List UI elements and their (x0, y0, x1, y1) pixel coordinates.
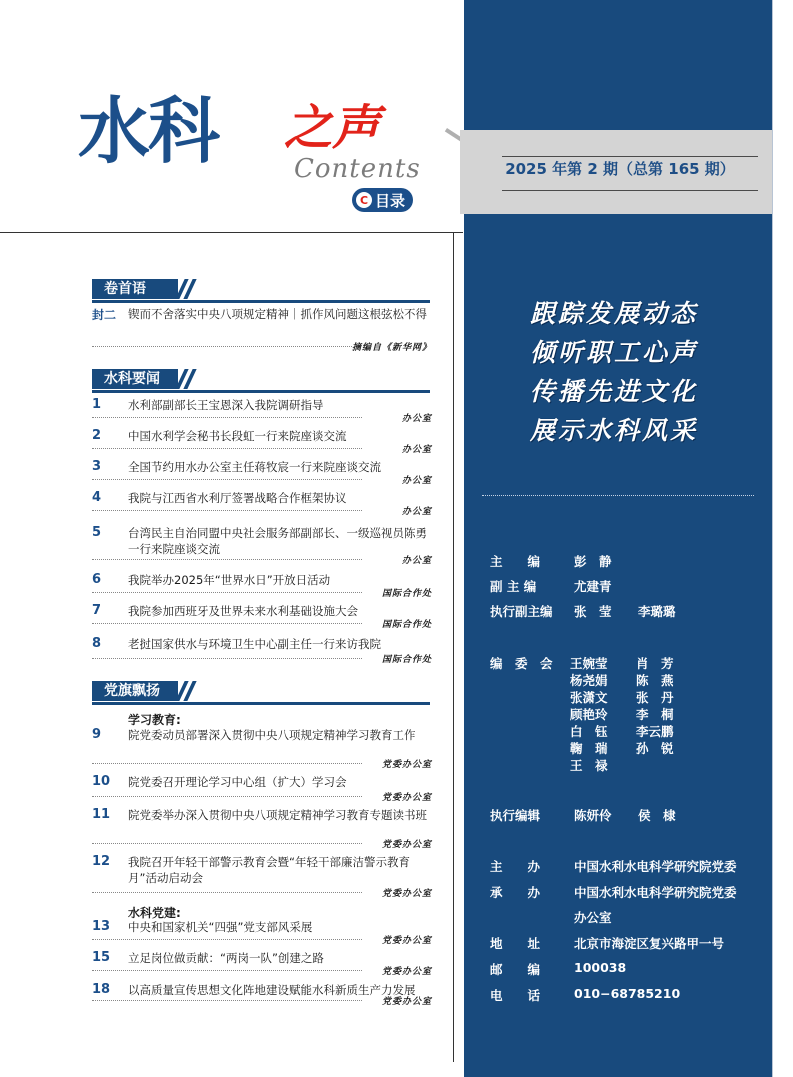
entry-page: 8 (92, 636, 102, 651)
entry-title: 以高质量宣传思想文化阵地建设赋能水科新质生产力发展 (128, 983, 416, 997)
toc-entry[interactable] (92, 919, 432, 947)
postcode-value: 100038 (574, 960, 627, 975)
issue-rule-bottom (502, 190, 758, 191)
host-label: 主 办 (490, 859, 541, 874)
entry-source: 摘编自《新华网》 (351, 343, 432, 353)
postcode-label: 邮 编 (490, 962, 541, 977)
entry-source: 党委办公室 (381, 967, 432, 977)
entry-source: 国际合作处 (381, 620, 432, 630)
page-edge (772, 0, 793, 1077)
entry-title: 立足岗位做贡献：“两岗一队”创建之路 (128, 951, 324, 965)
leader-dots (92, 623, 362, 624)
toc-entry[interactable] (92, 950, 432, 978)
entry-page: 13 (92, 919, 111, 934)
toc-entry[interactable] (92, 774, 432, 804)
header-underline (92, 702, 430, 705)
logo-accent-text: 之声 (284, 100, 381, 156)
subsection-study: 学习教育: (128, 713, 181, 727)
entry-title: 台湾民主自治同盟中央社会服务部副部长、一级巡视员陈勇一行来院座谈交流 (128, 526, 427, 556)
leader-dots (92, 796, 362, 797)
committee-member: 肖 芳 (636, 656, 674, 671)
entry-page: 4 (92, 490, 102, 505)
toc-entry[interactable] (92, 459, 432, 487)
slogan-2: 倾听职工心声 (530, 338, 699, 367)
toc-entry[interactable] (92, 428, 432, 456)
deputy-label: 副 主 编 (490, 579, 537, 594)
entry-title: 水利部副部长王宝恩深入我院调研指导 (128, 398, 324, 412)
leader-dots (92, 1000, 362, 1001)
committee-member: 李云鹏 (636, 724, 674, 739)
entry-title: 我院与江西省水利厅签署战略合作框架协议 (128, 491, 347, 505)
entry-title: 院党委召开理论学习中心组（扩大）学习会 (128, 775, 347, 789)
entry-source: 办公室 (401, 476, 432, 486)
committee-member: 白 钰 (570, 724, 608, 739)
panel-separator (482, 495, 754, 496)
exec-editor-value-2: 侯 棣 (638, 808, 676, 823)
editor-value: 彭 静 (574, 554, 612, 569)
entry-title: 中央和国家机关“四强”党支部风采展 (128, 920, 313, 934)
exec-editor-value-1: 陈妍伶 (574, 808, 612, 823)
issue-number: 2025 年第 2 期（总第 165 期） (505, 160, 735, 178)
header-underline (92, 390, 430, 393)
committee-member: 孙 锐 (636, 741, 674, 756)
toc-entry[interactable] (92, 982, 432, 1008)
entry-page: 2 (92, 428, 102, 443)
header-underline (92, 300, 430, 303)
entry-source: 党委办公室 (381, 997, 432, 1007)
leader-dots (92, 843, 362, 844)
entry-page: 9 (92, 727, 102, 742)
entry-title: 我院召开年轻干部警示教育会暨“年轻干部廉洁警示教育月”活动启动会 (128, 855, 410, 885)
entry-source: 办公室 (401, 414, 432, 424)
toc-entry[interactable] (92, 636, 432, 666)
entry-title: 老挝国家供水与环境卫生中心副主任一行来访我院 (128, 637, 381, 651)
committee-member: 陈 燕 (636, 673, 674, 688)
leader-dots (92, 592, 362, 593)
issue-rule-top (502, 156, 758, 157)
entry-page: 1 (92, 397, 102, 412)
entry-page: 11 (92, 807, 111, 822)
entry-page: 12 (92, 854, 111, 869)
entry-source: 党委办公室 (381, 840, 432, 850)
phone-label: 电 话 (490, 988, 541, 1003)
leader-dots (92, 658, 362, 659)
toc-entry[interactable] (92, 854, 432, 900)
exec-deputy-label: 执行副主编 (490, 604, 553, 619)
entry-source: 党委办公室 (381, 936, 432, 946)
section-news-header (92, 369, 430, 393)
committee-member: 顾艳玲 (570, 707, 608, 722)
leader-dots (92, 939, 362, 940)
slogan-3: 传播先进文化 (530, 377, 699, 406)
toc-entry[interactable] (92, 525, 432, 567)
entry-source: 党委办公室 (381, 793, 432, 803)
toc-entry[interactable] (92, 490, 432, 518)
committee-member: 王婉莹 (570, 656, 608, 671)
slogan-1: 跟踪发展动态 (530, 299, 699, 328)
entry-page: 3 (92, 459, 102, 474)
leader-dots (92, 448, 362, 449)
committee-label: 编 委 会 (490, 656, 553, 671)
entry-source: 党委办公室 (381, 760, 432, 770)
entry-title: 院党委动员部署深入贯彻中央八项规定精神学习教育工作 (128, 728, 416, 742)
entry-title: 院党委举办深入贯彻中央八项规定精神学习教育专题读书班 (128, 808, 427, 822)
entry-page: 6 (92, 572, 102, 587)
committee-member: 李 桐 (636, 707, 674, 722)
entry-source: 国际合作处 (381, 589, 432, 599)
leader-dots (92, 417, 362, 418)
address-value: 北京市海淀区复兴路甲一号 (574, 936, 725, 951)
entry-page: 5 (92, 525, 102, 540)
entry-source: 办公室 (401, 507, 432, 517)
c-icon: C (356, 192, 372, 208)
toc-entry[interactable] (92, 727, 432, 771)
exec-editor-label: 执行编辑 (490, 808, 541, 823)
entry-page: 封二 (92, 308, 117, 322)
toc-entry[interactable] (92, 572, 432, 600)
undertake-value: 中国水利水电科学研究院党委 (574, 885, 737, 900)
leader-dots (92, 970, 362, 971)
committee-member: 王 禄 (570, 758, 608, 773)
entry-source: 办公室 (401, 556, 432, 566)
entry-title: 中国水利学会秘书长段虹一行来院座谈交流 (128, 429, 347, 443)
entry-source: 办公室 (401, 445, 432, 455)
committee-member: 鞠 瑞 (570, 741, 608, 756)
entry-page: 18 (92, 982, 111, 997)
section-title: 党旗飘扬 (92, 681, 178, 701)
subsection-party-building: 水科党建: (128, 906, 181, 920)
host-value: 中国水利水电科学研究院党委 (574, 859, 737, 874)
entry-page: 15 (92, 950, 111, 965)
toc-entry[interactable] (92, 603, 432, 631)
exec-deputy-value-1: 张 莹 (574, 604, 612, 619)
entry-source: 党委办公室 (381, 889, 432, 899)
undertake-label: 承 办 (490, 885, 541, 900)
phone-value: 010−68785210 (574, 986, 681, 1001)
logo-main-text: 水科 (78, 89, 219, 173)
deputy-value: 尤建青 (574, 579, 612, 594)
address-label: 地 址 (490, 936, 541, 951)
toc-entry[interactable] (92, 807, 432, 851)
contents-badge-label: 目录 (375, 191, 406, 210)
toc-entry[interactable] (92, 397, 432, 425)
entry-title: 锲而不舍落实中央八项规定精神｜抓作风问题这根弦松不得 (128, 307, 427, 321)
leader-dots (92, 559, 362, 560)
section-title: 卷首语 (92, 279, 178, 299)
leader-dots (92, 892, 362, 893)
logo-contents-word: Contents (294, 154, 421, 184)
entry-title: 我院参加西班牙及世界未来水利基础设施大会 (128, 604, 358, 618)
entry-title: 全国节约用水办公室主任蒋牧宸一行来院座谈交流 (128, 460, 381, 474)
section-party-header (92, 681, 430, 705)
toc-entry[interactable] (92, 306, 432, 356)
entry-page: 10 (92, 774, 111, 789)
undertake-value-2: 办公室 (574, 910, 612, 925)
leader-dots (92, 479, 362, 480)
slogan-4: 展示水科风采 (530, 416, 699, 445)
committee-member: 张 丹 (636, 690, 674, 705)
committee-member: 杨尧娟 (570, 673, 608, 688)
column-rule (453, 232, 454, 1062)
exec-deputy-value-2: 李璐璐 (638, 604, 676, 619)
section-preface-header (92, 279, 430, 303)
leader-dots (92, 346, 352, 347)
leader-dots (92, 763, 362, 764)
section-title: 水科要闻 (92, 369, 178, 389)
editor-label: 主 编 (490, 554, 541, 569)
entry-page: 7 (92, 603, 102, 618)
leader-dots (92, 510, 362, 511)
committee-member: 张潇文 (570, 690, 608, 705)
entry-source: 国际合作处 (381, 655, 432, 665)
contents-badge (352, 188, 413, 212)
header-rule (0, 232, 463, 233)
entry-title: 我院举办2025年“世界水日”开放日活动 (128, 573, 331, 587)
